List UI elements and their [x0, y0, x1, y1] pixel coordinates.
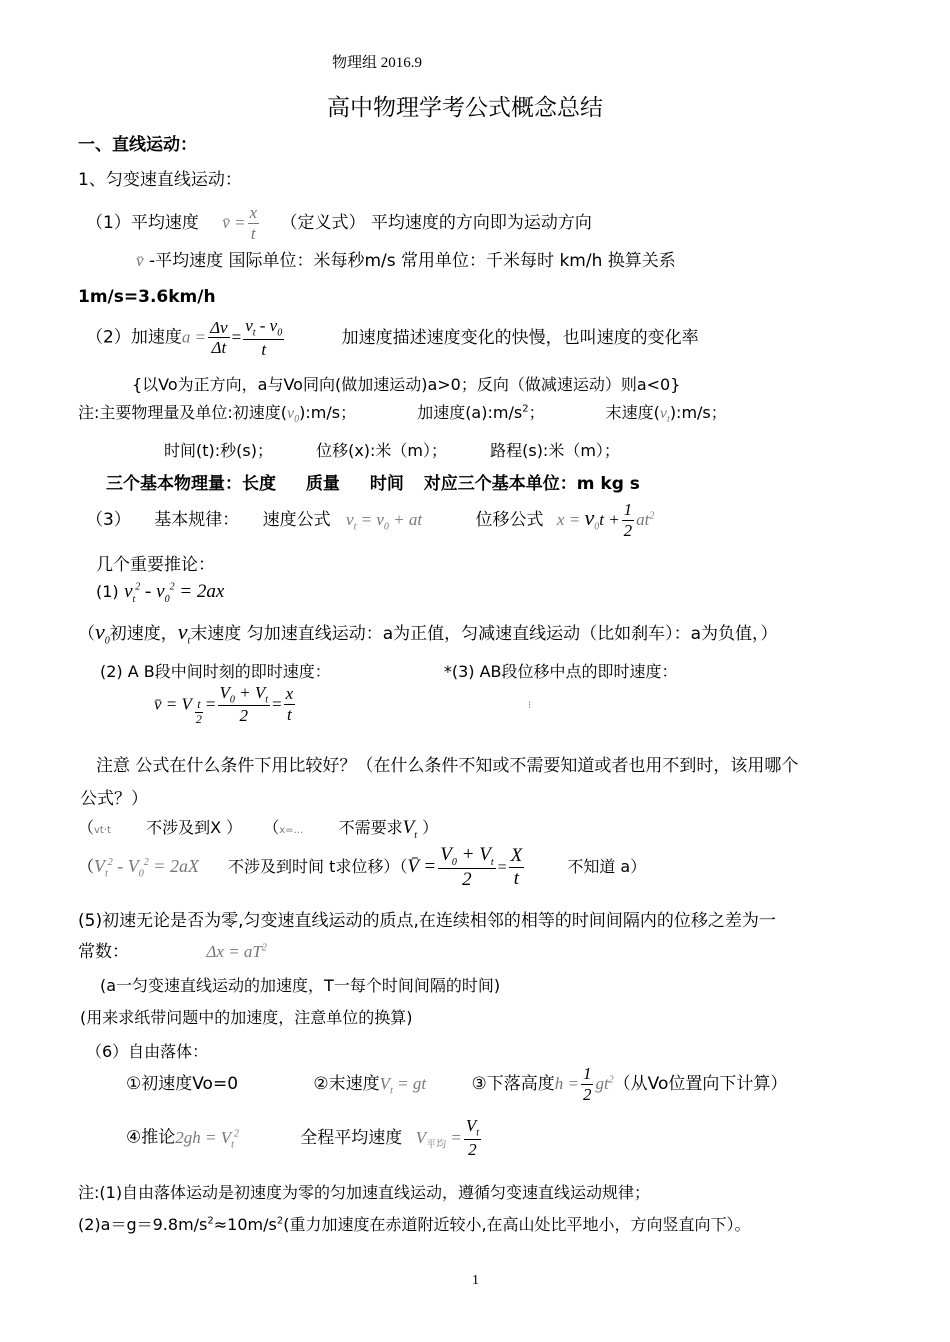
- page-number: 1: [472, 1273, 479, 1288]
- formula-velocity: $v_t = v_0$ + at: [346, 510, 423, 533]
- formula-average-velocity: v̄ =: [222, 213, 246, 233]
- free-fall-note-2: $(2)a=g=9.8m/s^2\approx 10m/s^2$(重力加速度在赤道附近较小,在高山处比平地小，方向竖直向下）。: [78, 1215, 751, 1234]
- condition-line-1: （vt·t 不涉及到X ） （x=… 不需要求$V_t$ ）: [78, 817, 439, 841]
- corollary-1: (1) $v_t^2 - v_0^2 = 2ax$: [96, 581, 225, 605]
- vbar-symbol: v̄: [136, 251, 144, 270]
- units-note-2: 时间(t):秒(s)； 位移(x):米（m）； 路程(s):米（m）；: [164, 441, 620, 460]
- tape-note: (用来求纸带问题中的加速度，注意单位的换算): [80, 1008, 413, 1027]
- free-fall-heading: （6）自由落体：: [86, 1042, 209, 1061]
- condition-line-2: （$V_t^2 - V_0^2 = 2aX$ 不涉及到时间 t求位移）（V̄ = $\frac{V_0 + V_t}{2}$ = $\frac{X}{t}$ 不知道 a）: [78, 844, 647, 891]
- page-title: 高中物理学考公式概念总结: [327, 95, 603, 121]
- formula-final-velocity: $V_t$ = gt: [379, 1074, 427, 1097]
- usage-note: 注意 公式在什么条件下用比较好？（在什么条件不知或不需要知道或者也用不到时，该用哪个: [96, 756, 799, 776]
- formula-average-velocity-free-fall: $V_{平均}$ =: [415, 1127, 462, 1151]
- delta-x-note: (a一匀变速直线运动的加速度，T一每个时间间隔的时间): [100, 976, 501, 995]
- direction-note: {以Vo为正方向，a与Vo同向(做加速运动)a>0；反向（做减速运动）则a<0}: [132, 375, 681, 394]
- formula-height: h =: [554, 1074, 579, 1094]
- document-header: 物理组 2016.9: [332, 55, 423, 71]
- constant-difference-line: (5)初速无论是否为零,匀变速直线运动的质点,在连续相邻的相等的时间间隔内的位移之差为一: [78, 911, 776, 931]
- free-fall-line-2: ④推论$2gh = V_t^2$ 全程平均速度 $V_{平均}$ = $\frac{V_t}{2}$: [126, 1116, 479, 1159]
- formula-free-fall-corollary: $2gh = V_t^2$: [175, 1127, 239, 1151]
- faint-formula-placeholder: ⁝: [528, 700, 532, 711]
- formula-mid-time-velocity: v̄ = V $\frac{t}{2}$ = $\frac{V_0 + V_t}{2}$ = $\frac{x}{t}$: [154, 682, 294, 726]
- usage-note-2: 公式？）: [80, 789, 148, 809]
- formula-displacement: x =: [556, 510, 585, 530]
- subsection-heading: 1、匀变速直线运动：: [78, 170, 242, 190]
- base-quantities: 三个基本物理量：长度 质量 时间 对应三个基本单位：m kg s: [106, 474, 640, 494]
- formula-corollary-1: $v_t^2 - v_0^2 = 2ax$: [124, 581, 225, 605]
- conversion-line: 1m/s=3.6km/h: [78, 287, 216, 307]
- sign-note: （$v_0$初速度，$v_t$末速度 匀加速直线运动：a为正值，匀减速直线运动（比如刹车）：a为负值，）: [78, 619, 778, 647]
- formula-delta-x: $\Delta x = aT^2$: [206, 942, 267, 961]
- section-heading: 一、直线运动：: [78, 135, 197, 155]
- free-fall-note-1: 注:(1)自由落体运动是初速度为零的匀加速直线运动，遵循匀变速直线运动规律；: [78, 1183, 651, 1202]
- constant-line: 常数： $\Delta x = aT^2$: [78, 942, 267, 962]
- mid-time-velocity-line: (2) A B段中间时刻的即时速度： *(3) AB段位移中点的即时速度：: [100, 662, 678, 681]
- average-velocity-units: v̄ -平均速度 国际单位：米每秒m/s 常用单位：千米每时 km/h 换算关系: [136, 251, 676, 271]
- free-fall-line-1: ①初速度Vo=0 ②末速度$V_t$ = gt ③下落高度h = $\frac{1}{2}$ $gt^2$（从Vo位置向下计算）: [126, 1064, 788, 1104]
- acceleration-line: （2）加速度a = $\frac{\Delta v}{\Delta t}$ = $\frac{v_t - v_0}{t}$ 加速度描述速度变化的快慢，也叫速度的变化率: [86, 316, 699, 359]
- basic-laws-line: （3） 基本规律： 速度公式 $v_t = v_0$ + at 位移公式 $x = v_0t$ + $\frac{1}{2}$ $at^2$: [86, 500, 655, 540]
- average-velocity-line: （1）平均速度 v̄ = $\frac{x}{t}$ （定义式） 平均速度的方向即为运动方向: [86, 203, 592, 243]
- corollaries-heading: 几个重要推论：: [96, 555, 215, 575]
- units-note: 注:主要物理量及单位:初速度$(v_0):m/s$； 加速度$(a):m/s^2$； 末速度$(v_t):m/s$；: [78, 403, 727, 426]
- formula-acceleration: a =: [181, 327, 207, 347]
